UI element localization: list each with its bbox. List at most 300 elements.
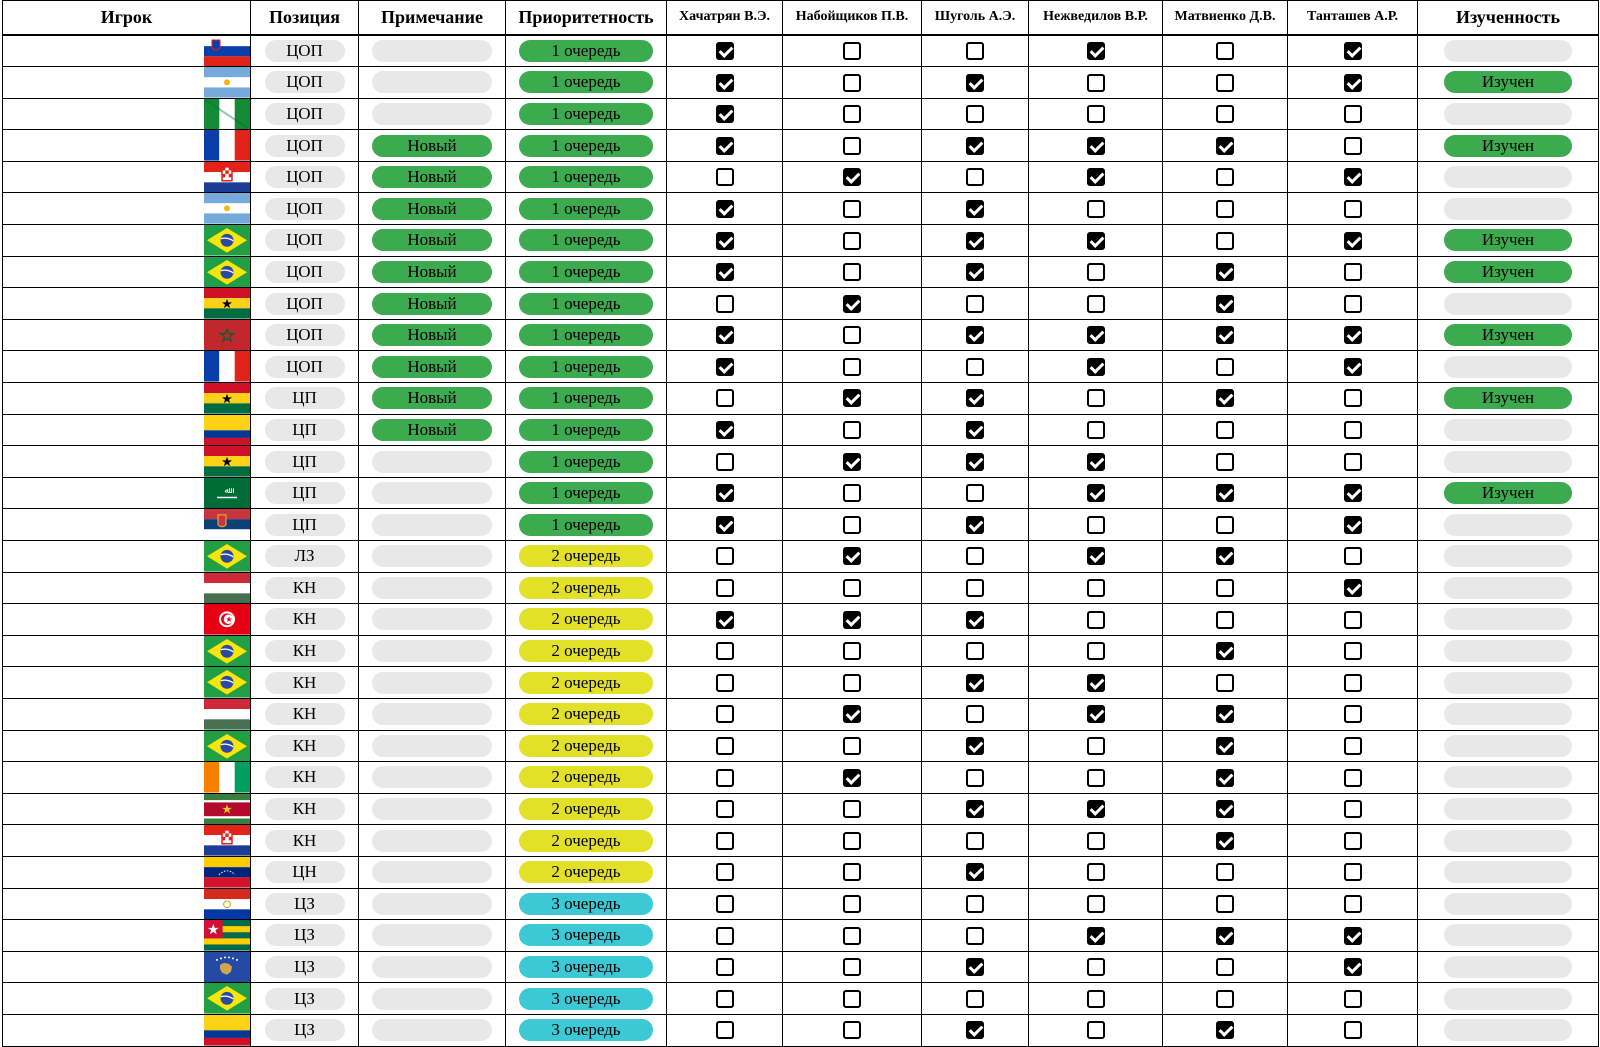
- scout-3-cell[interactable]: [922, 161, 1029, 193]
- scout-5-cell[interactable]: [1163, 35, 1288, 67]
- study-pill[interactable]: [1444, 924, 1572, 946]
- priority-pill[interactable]: 1 очередь: [519, 356, 653, 378]
- study-cell[interactable]: [1418, 67, 1599, 99]
- note-pill[interactable]: Новый: [372, 198, 492, 220]
- scout-2-cell[interactable]: [783, 67, 922, 99]
- checkbox-checked[interactable]: [1087, 800, 1105, 818]
- priority-cell[interactable]: [506, 951, 667, 983]
- scout-1-cell[interactable]: [667, 983, 783, 1015]
- scout-6-cell[interactable]: [1288, 98, 1418, 130]
- priority-pill[interactable]: 2 очередь: [519, 608, 653, 630]
- position-pill[interactable]: ЦН: [265, 861, 345, 883]
- player-cell[interactable]: [3, 130, 251, 162]
- priority-pill[interactable]: 1 очередь: [519, 451, 653, 473]
- priority-cell[interactable]: [506, 256, 667, 288]
- header-player[interactable]: Игрок: [3, 1, 251, 35]
- note-pill[interactable]: [372, 451, 492, 473]
- checkbox-unchecked[interactable]: [843, 137, 861, 155]
- player-cell[interactable]: [3, 225, 251, 257]
- priority-pill[interactable]: 1 очередь: [519, 387, 653, 409]
- priority-pill[interactable]: 3 очередь: [519, 893, 653, 915]
- priority-cell[interactable]: [506, 319, 667, 351]
- checkbox-checked[interactable]: [966, 674, 984, 692]
- checkbox-unchecked[interactable]: [843, 200, 861, 218]
- scout-4-cell[interactable]: [1029, 193, 1163, 225]
- note-pill[interactable]: [372, 545, 492, 567]
- checkbox-checked[interactable]: [1216, 547, 1234, 565]
- note-pill[interactable]: [372, 924, 492, 946]
- scout-3-cell[interactable]: [922, 698, 1029, 730]
- note-cell[interactable]: [359, 193, 506, 225]
- note-cell[interactable]: [359, 920, 506, 952]
- scout-3-cell[interactable]: [922, 98, 1029, 130]
- player-cell[interactable]: [3, 509, 251, 541]
- scout-1-cell[interactable]: [667, 35, 783, 67]
- priority-cell[interactable]: [506, 35, 667, 67]
- checkbox-checked[interactable]: [966, 516, 984, 534]
- scout-3-cell[interactable]: [922, 35, 1029, 67]
- checkbox-unchecked[interactable]: [1216, 611, 1234, 629]
- scout-2-cell[interactable]: [783, 762, 922, 794]
- checkbox-checked[interactable]: [1344, 42, 1362, 60]
- priority-pill[interactable]: 3 очередь: [519, 988, 653, 1010]
- position-cell[interactable]: [251, 1014, 359, 1046]
- scout-5-cell[interactable]: [1163, 351, 1288, 383]
- note-pill[interactable]: [372, 71, 492, 93]
- position-cell[interactable]: [251, 414, 359, 446]
- note-cell[interactable]: [359, 698, 506, 730]
- checkbox-unchecked[interactable]: [1087, 895, 1105, 913]
- checkbox-unchecked[interactable]: [843, 579, 861, 597]
- scout-3-cell[interactable]: [922, 730, 1029, 762]
- note-cell[interactable]: [359, 288, 506, 320]
- position-pill[interactable]: ЦОП: [265, 261, 345, 283]
- study-cell[interactable]: [1418, 983, 1599, 1015]
- priority-pill[interactable]: 2 очередь: [519, 545, 653, 567]
- checkbox-checked[interactable]: [843, 453, 861, 471]
- study-pill[interactable]: [1444, 672, 1572, 694]
- scout-4-cell[interactable]: [1029, 667, 1163, 699]
- scout-1-cell[interactable]: [667, 920, 783, 952]
- scout-1-cell[interactable]: [667, 130, 783, 162]
- position-pill[interactable]: ЦЗ: [265, 988, 345, 1010]
- checkbox-unchecked[interactable]: [966, 895, 984, 913]
- study-pill[interactable]: [1444, 40, 1572, 62]
- scout-4-cell[interactable]: [1029, 446, 1163, 478]
- checkbox-unchecked[interactable]: [1344, 737, 1362, 755]
- header-scout-4[interactable]: Нежведилов В.Р.: [1029, 1, 1163, 35]
- checkbox-unchecked[interactable]: [1087, 105, 1105, 123]
- position-cell[interactable]: [251, 256, 359, 288]
- note-cell[interactable]: [359, 319, 506, 351]
- checkbox-unchecked[interactable]: [843, 484, 861, 502]
- priority-cell[interactable]: [506, 509, 667, 541]
- study-pill[interactable]: [1444, 419, 1572, 441]
- checkbox-unchecked[interactable]: [966, 547, 984, 565]
- scout-5-cell[interactable]: [1163, 509, 1288, 541]
- checkbox-unchecked[interactable]: [1344, 1021, 1362, 1039]
- checkbox-unchecked[interactable]: [1344, 863, 1362, 881]
- priority-pill[interactable]: 1 очередь: [519, 261, 653, 283]
- priority-pill[interactable]: 1 очередь: [519, 482, 653, 504]
- study-cell[interactable]: [1418, 446, 1599, 478]
- player-cell[interactable]: [3, 67, 251, 99]
- checkbox-unchecked[interactable]: [1344, 421, 1362, 439]
- checkbox-checked[interactable]: [966, 958, 984, 976]
- player-cell[interactable]: [3, 983, 251, 1015]
- scout-4-cell[interactable]: [1029, 414, 1163, 446]
- scout-3-cell[interactable]: [922, 288, 1029, 320]
- priority-cell[interactable]: [506, 161, 667, 193]
- position-cell[interactable]: [251, 983, 359, 1015]
- checkbox-checked[interactable]: [1216, 326, 1234, 344]
- study-cell[interactable]: [1418, 383, 1599, 415]
- scout-1-cell[interactable]: [667, 1014, 783, 1046]
- note-pill[interactable]: [372, 988, 492, 1010]
- priority-pill[interactable]: 2 очередь: [519, 577, 653, 599]
- scout-4-cell[interactable]: [1029, 541, 1163, 573]
- checkbox-unchecked[interactable]: [966, 42, 984, 60]
- scout-4-cell[interactable]: [1029, 983, 1163, 1015]
- scout-6-cell[interactable]: [1288, 920, 1418, 952]
- study-cell[interactable]: [1418, 161, 1599, 193]
- checkbox-unchecked[interactable]: [1344, 705, 1362, 723]
- note-pill[interactable]: [372, 830, 492, 852]
- checkbox-unchecked[interactable]: [966, 927, 984, 945]
- position-pill[interactable]: ЦОП: [265, 40, 345, 62]
- scout-6-cell[interactable]: [1288, 825, 1418, 857]
- study-pill[interactable]: [1444, 893, 1572, 915]
- priority-cell[interactable]: [506, 1014, 667, 1046]
- checkbox-unchecked[interactable]: [1216, 200, 1234, 218]
- checkbox-unchecked[interactable]: [1344, 674, 1362, 692]
- scout-3-cell[interactable]: [922, 856, 1029, 888]
- header-scout-1[interactable]: Хачатрян В.Э.: [667, 1, 783, 35]
- priority-cell[interactable]: [506, 383, 667, 415]
- scout-6-cell[interactable]: [1288, 793, 1418, 825]
- scout-6-cell[interactable]: [1288, 477, 1418, 509]
- checkbox-unchecked[interactable]: [1087, 769, 1105, 787]
- priority-pill[interactable]: 2 очередь: [519, 672, 653, 694]
- scout-6-cell[interactable]: [1288, 256, 1418, 288]
- study-cell[interactable]: [1418, 572, 1599, 604]
- checkbox-unchecked[interactable]: [716, 927, 734, 945]
- scout-2-cell[interactable]: [783, 256, 922, 288]
- note-pill[interactable]: [372, 672, 492, 694]
- checkbox-unchecked[interactable]: [716, 453, 734, 471]
- checkbox-unchecked[interactable]: [716, 958, 734, 976]
- scout-6-cell[interactable]: [1288, 288, 1418, 320]
- priority-pill[interactable]: 1 очередь: [519, 103, 653, 125]
- scout-6-cell[interactable]: [1288, 351, 1418, 383]
- checkbox-unchecked[interactable]: [843, 642, 861, 660]
- checkbox-checked[interactable]: [716, 105, 734, 123]
- scout-1-cell[interactable]: [667, 414, 783, 446]
- checkbox-checked[interactable]: [716, 484, 734, 502]
- priority-cell[interactable]: [506, 98, 667, 130]
- scout-1-cell[interactable]: [667, 698, 783, 730]
- scout-3-cell[interactable]: [922, 225, 1029, 257]
- checkbox-unchecked[interactable]: [1087, 642, 1105, 660]
- scout-5-cell[interactable]: [1163, 67, 1288, 99]
- scout-5-cell[interactable]: [1163, 193, 1288, 225]
- checkbox-unchecked[interactable]: [843, 958, 861, 976]
- scout-4-cell[interactable]: [1029, 888, 1163, 920]
- checkbox-checked[interactable]: [966, 611, 984, 629]
- scout-1-cell[interactable]: [667, 351, 783, 383]
- scout-5-cell[interactable]: [1163, 762, 1288, 794]
- checkbox-unchecked[interactable]: [716, 769, 734, 787]
- scout-1-cell[interactable]: [667, 446, 783, 478]
- position-cell[interactable]: [251, 856, 359, 888]
- scout-2-cell[interactable]: [783, 509, 922, 541]
- scout-1-cell[interactable]: [667, 541, 783, 573]
- checkbox-checked[interactable]: [1216, 295, 1234, 313]
- checkbox-unchecked[interactable]: [1216, 516, 1234, 534]
- priority-cell[interactable]: [506, 667, 667, 699]
- checkbox-unchecked[interactable]: [1344, 990, 1362, 1008]
- checkbox-unchecked[interactable]: [966, 705, 984, 723]
- scout-5-cell[interactable]: [1163, 319, 1288, 351]
- scout-2-cell[interactable]: [783, 225, 922, 257]
- priority-cell[interactable]: [506, 414, 667, 446]
- note-pill[interactable]: [372, 103, 492, 125]
- position-cell[interactable]: [251, 793, 359, 825]
- checkbox-unchecked[interactable]: [843, 358, 861, 376]
- player-cell[interactable]: [3, 698, 251, 730]
- study-cell[interactable]: [1418, 667, 1599, 699]
- priority-cell[interactable]: [506, 730, 667, 762]
- scout-2-cell[interactable]: [783, 730, 922, 762]
- scout-2-cell[interactable]: [783, 604, 922, 636]
- note-cell[interactable]: [359, 856, 506, 888]
- checkbox-checked[interactable]: [716, 42, 734, 60]
- position-pill[interactable]: ЦЗ: [265, 956, 345, 978]
- study-cell[interactable]: [1418, 698, 1599, 730]
- study-cell[interactable]: [1418, 793, 1599, 825]
- scout-6-cell[interactable]: [1288, 667, 1418, 699]
- scout-2-cell[interactable]: [783, 130, 922, 162]
- checkbox-unchecked[interactable]: [1216, 579, 1234, 597]
- checkbox-checked[interactable]: [1087, 705, 1105, 723]
- header-priority[interactable]: Приоритетность: [506, 1, 667, 35]
- position-cell[interactable]: [251, 509, 359, 541]
- scout-1-cell[interactable]: [667, 888, 783, 920]
- scout-1-cell[interactable]: [667, 477, 783, 509]
- priority-pill[interactable]: 1 очередь: [519, 229, 653, 251]
- scout-3-cell[interactable]: [922, 130, 1029, 162]
- scout-3-cell[interactable]: [922, 825, 1029, 857]
- scout-5-cell[interactable]: [1163, 920, 1288, 952]
- checkbox-checked[interactable]: [966, 137, 984, 155]
- note-cell[interactable]: [359, 35, 506, 67]
- scout-5-cell[interactable]: [1163, 477, 1288, 509]
- player-cell[interactable]: [3, 635, 251, 667]
- note-pill[interactable]: [372, 735, 492, 757]
- position-cell[interactable]: [251, 161, 359, 193]
- scout-1-cell[interactable]: [667, 762, 783, 794]
- checkbox-checked[interactable]: [1344, 579, 1362, 597]
- scout-6-cell[interactable]: [1288, 383, 1418, 415]
- scout-2-cell[interactable]: [783, 477, 922, 509]
- checkbox-checked[interactable]: [966, 74, 984, 92]
- scout-3-cell[interactable]: [922, 1014, 1029, 1046]
- checkbox-unchecked[interactable]: [1087, 389, 1105, 407]
- checkbox-checked[interactable]: [1344, 927, 1362, 945]
- checkbox-unchecked[interactable]: [716, 863, 734, 881]
- note-pill[interactable]: Новый: [372, 356, 492, 378]
- scout-2-cell[interactable]: [783, 951, 922, 983]
- scout-2-cell[interactable]: [783, 541, 922, 573]
- checkbox-checked[interactable]: [716, 358, 734, 376]
- priority-pill[interactable]: 2 очередь: [519, 861, 653, 883]
- scout-4-cell[interactable]: [1029, 1014, 1163, 1046]
- note-cell[interactable]: [359, 762, 506, 794]
- checkbox-checked[interactable]: [1344, 958, 1362, 976]
- checkbox-unchecked[interactable]: [1087, 832, 1105, 850]
- checkbox-unchecked[interactable]: [1216, 74, 1234, 92]
- header-note[interactable]: Примечание: [359, 1, 506, 35]
- study-pill[interactable]: Изучен: [1444, 482, 1572, 504]
- study-cell[interactable]: [1418, 951, 1599, 983]
- position-pill[interactable]: ЦОП: [265, 229, 345, 251]
- note-cell[interactable]: [359, 98, 506, 130]
- scout-2-cell[interactable]: [783, 446, 922, 478]
- priority-pill[interactable]: 1 очередь: [519, 514, 653, 536]
- priority-cell[interactable]: [506, 856, 667, 888]
- study-cell[interactable]: [1418, 730, 1599, 762]
- checkbox-checked[interactable]: [1087, 42, 1105, 60]
- priority-pill[interactable]: 2 очередь: [519, 766, 653, 788]
- scout-2-cell[interactable]: [783, 856, 922, 888]
- scout-3-cell[interactable]: [922, 762, 1029, 794]
- scout-6-cell[interactable]: [1288, 635, 1418, 667]
- position-cell[interactable]: [251, 667, 359, 699]
- scout-3-cell[interactable]: [922, 572, 1029, 604]
- priority-pill[interactable]: 3 очередь: [519, 1019, 653, 1041]
- note-pill[interactable]: Новый: [372, 229, 492, 251]
- checkbox-checked[interactable]: [843, 611, 861, 629]
- scout-3-cell[interactable]: [922, 477, 1029, 509]
- checkbox-unchecked[interactable]: [716, 1021, 734, 1039]
- checkbox-checked[interactable]: [1216, 769, 1234, 787]
- checkbox-unchecked[interactable]: [1087, 516, 1105, 534]
- checkbox-unchecked[interactable]: [1087, 421, 1105, 439]
- player-cell[interactable]: [3, 572, 251, 604]
- checkbox-unchecked[interactable]: [1216, 958, 1234, 976]
- player-cell[interactable]: [3, 856, 251, 888]
- scout-3-cell[interactable]: [922, 983, 1029, 1015]
- checkbox-unchecked[interactable]: [1344, 389, 1362, 407]
- player-cell[interactable]: [3, 477, 251, 509]
- checkbox-checked[interactable]: [966, 232, 984, 250]
- position-pill[interactable]: ЦП: [265, 482, 345, 504]
- note-cell[interactable]: [359, 667, 506, 699]
- checkbox-unchecked[interactable]: [843, 42, 861, 60]
- priority-cell[interactable]: [506, 698, 667, 730]
- scout-5-cell[interactable]: [1163, 225, 1288, 257]
- study-cell[interactable]: [1418, 319, 1599, 351]
- priority-pill[interactable]: 1 очередь: [519, 166, 653, 188]
- scout-1-cell[interactable]: [667, 256, 783, 288]
- study-cell[interactable]: [1418, 256, 1599, 288]
- checkbox-checked[interactable]: [1216, 263, 1234, 281]
- checkbox-checked[interactable]: [843, 389, 861, 407]
- player-cell[interactable]: [3, 951, 251, 983]
- scout-6-cell[interactable]: [1288, 541, 1418, 573]
- checkbox-unchecked[interactable]: [966, 105, 984, 123]
- header-position[interactable]: Позиция: [251, 1, 359, 35]
- position-pill[interactable]: ЦЗ: [265, 924, 345, 946]
- checkbox-checked[interactable]: [1344, 74, 1362, 92]
- scout-2-cell[interactable]: [783, 383, 922, 415]
- scout-3-cell[interactable]: [922, 920, 1029, 952]
- position-pill[interactable]: ЦЗ: [265, 893, 345, 915]
- checkbox-checked[interactable]: [966, 389, 984, 407]
- study-cell[interactable]: [1418, 35, 1599, 67]
- study-cell[interactable]: [1418, 635, 1599, 667]
- header-study[interactable]: Изученность: [1418, 1, 1599, 35]
- checkbox-unchecked[interactable]: [1087, 74, 1105, 92]
- priority-pill[interactable]: 1 очередь: [519, 40, 653, 62]
- checkbox-unchecked[interactable]: [1216, 232, 1234, 250]
- checkbox-unchecked[interactable]: [843, 263, 861, 281]
- study-pill[interactable]: [1444, 166, 1572, 188]
- checkbox-unchecked[interactable]: [1087, 611, 1105, 629]
- note-cell[interactable]: [359, 477, 506, 509]
- scout-2-cell[interactable]: [783, 319, 922, 351]
- checkbox-unchecked[interactable]: [1216, 674, 1234, 692]
- scout-2-cell[interactable]: [783, 888, 922, 920]
- checkbox-unchecked[interactable]: [716, 895, 734, 913]
- position-pill[interactable]: КН: [265, 672, 345, 694]
- scout-3-cell[interactable]: [922, 414, 1029, 446]
- position-pill[interactable]: КН: [265, 735, 345, 757]
- position-cell[interactable]: [251, 541, 359, 573]
- study-cell[interactable]: [1418, 288, 1599, 320]
- checkbox-unchecked[interactable]: [843, 737, 861, 755]
- position-cell[interactable]: [251, 35, 359, 67]
- position-cell[interactable]: [251, 635, 359, 667]
- checkbox-checked[interactable]: [716, 74, 734, 92]
- priority-cell[interactable]: [506, 477, 667, 509]
- position-cell[interactable]: [251, 698, 359, 730]
- priority-cell[interactable]: [506, 635, 667, 667]
- scout-5-cell[interactable]: [1163, 414, 1288, 446]
- position-pill[interactable]: ЦОП: [265, 356, 345, 378]
- scout-3-cell[interactable]: [922, 541, 1029, 573]
- note-pill[interactable]: Новый: [372, 419, 492, 441]
- study-pill[interactable]: [1444, 451, 1572, 473]
- scout-5-cell[interactable]: [1163, 541, 1288, 573]
- scout-6-cell[interactable]: [1288, 698, 1418, 730]
- scout-1-cell[interactable]: [667, 793, 783, 825]
- position-pill[interactable]: ЦП: [265, 514, 345, 536]
- player-cell[interactable]: [3, 1014, 251, 1046]
- scout-6-cell[interactable]: [1288, 1014, 1418, 1046]
- note-cell[interactable]: [359, 604, 506, 636]
- scout-6-cell[interactable]: [1288, 730, 1418, 762]
- checkbox-unchecked[interactable]: [1344, 642, 1362, 660]
- player-cell[interactable]: [3, 383, 251, 415]
- checkbox-unchecked[interactable]: [1344, 105, 1362, 123]
- note-pill[interactable]: Новый: [372, 293, 492, 315]
- note-cell[interactable]: [359, 383, 506, 415]
- checkbox-unchecked[interactable]: [1087, 579, 1105, 597]
- checkbox-checked[interactable]: [1344, 358, 1362, 376]
- position-pill[interactable]: КН: [265, 577, 345, 599]
- position-cell[interactable]: [251, 730, 359, 762]
